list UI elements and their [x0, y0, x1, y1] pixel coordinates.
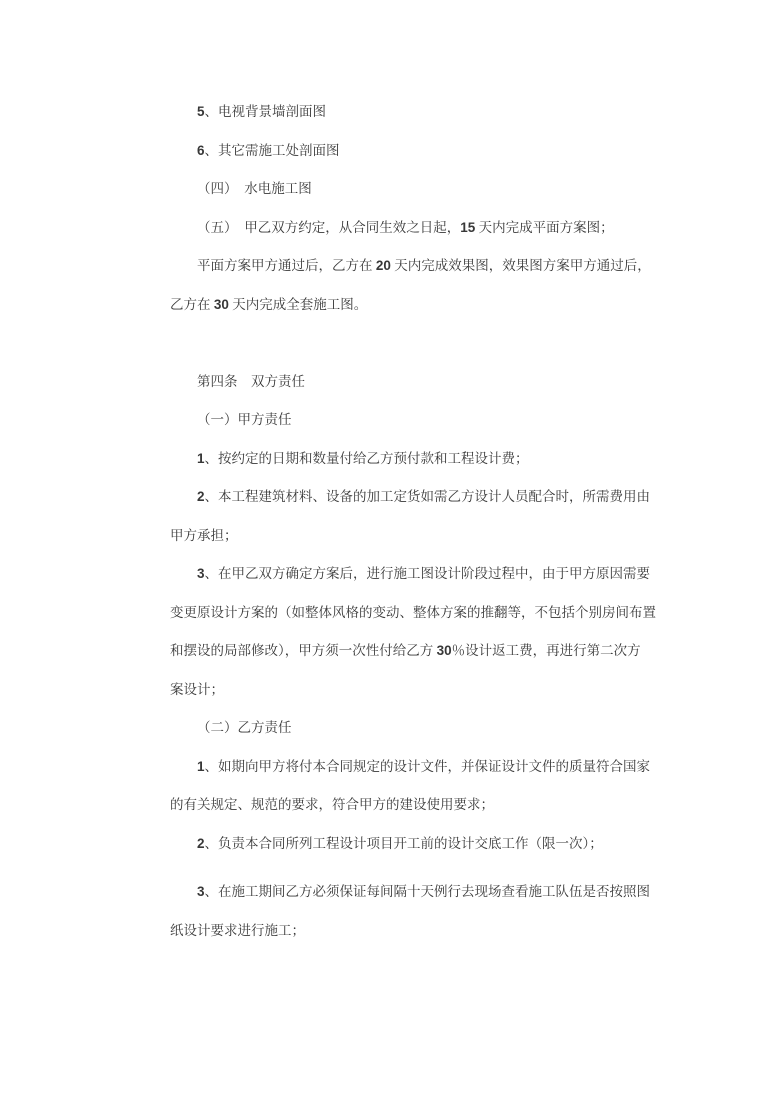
blank-line	[170, 324, 662, 363]
numeric-value: 2	[197, 835, 205, 851]
text-line: （五） 甲乙双方约定，从合同生效之日起，15 天内完成平面方案图；	[197, 219, 614, 235]
text-line: 3、在甲乙双方确定方案后，进行施工图设计阶段过程中，由于甲方原因需要	[197, 566, 651, 581]
text-line: 2、本工程建筑材料、设备的加工定货如需乙方设计人员配合时，所需费用由	[197, 489, 651, 504]
text-line: 2、负责本合同所列工程设计项目开工前的设计交底工作（限一次）；	[197, 835, 603, 851]
text-line: 甲方承担；	[170, 527, 238, 543]
text-line: 3、在施工期间乙方必须保证每间隔十天例行去现场查看施工队伍是否按照图	[197, 884, 651, 899]
text-line: （四） 水电施工图	[197, 181, 312, 196]
document-body	[170, 93, 662, 950]
numeric-value: 30	[213, 296, 229, 312]
numeric-value: 1	[197, 758, 205, 774]
text-line: 1、如期向甲方将付本合同规定的设计文件，并保证设计文件的质量符合国家	[197, 758, 651, 774]
text-line: 纸设计要求进行施工；	[170, 922, 305, 938]
text-line: （二）乙方责任	[197, 720, 292, 735]
text-line: 的有关规定、规范的要求，符合甲方的建设使用要求；	[170, 797, 494, 812]
text-line: （一）甲方责任	[197, 412, 292, 427]
text-line: 6、其它需施工处剖面图	[197, 142, 340, 158]
numeric-value: 6	[197, 142, 205, 158]
numeric-value: 15	[460, 219, 476, 235]
text-line: 和摆设的局部修改），甲方须一次性付给乙方 30％设计返工费，再进行第二次方	[170, 643, 641, 658]
text-line: 1、按约定的日期和数量付给乙方预付款和工程设计费；	[197, 450, 529, 466]
numeric-value: 3	[197, 566, 205, 581]
text-line: 5、电视背景墙剖面图	[197, 104, 327, 119]
numeric-value: 3	[197, 884, 205, 899]
text-line: 平面方案甲方通过后，乙方在 20 天内完成效果图，效果图方案甲方通过后，	[197, 258, 651, 273]
numeric-value: 20	[375, 258, 391, 273]
text-line: 案设计；	[170, 681, 224, 697]
numeric-value: 1	[197, 450, 205, 466]
numeric-value: 2	[197, 489, 205, 504]
text-line: 变更原设计方案的（如整体风格的变动、整体方案的推翻等，不包括个别房间布置	[170, 604, 656, 620]
text-line: 乙方在 30 天内完成全套施工图。	[170, 296, 368, 312]
numeric-value: 5	[197, 104, 205, 119]
text-line: 第四条 双方责任	[197, 373, 305, 389]
numeric-value: 30	[436, 643, 452, 658]
